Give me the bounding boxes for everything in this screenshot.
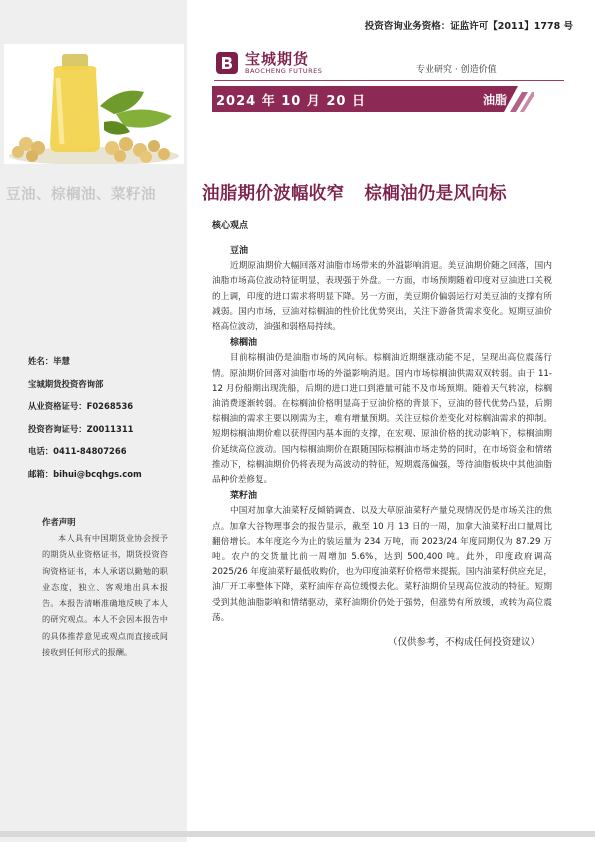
commodity-title: 豆油、棕榈油、菜籽油 <box>6 187 156 203</box>
soybean-oil-photo <box>4 44 184 164</box>
section-text-palm-oil: 目前棕榈油仍是油脂市场的风向标。棕榈油近期继涨动能不足，呈现出高位震荡行情。原油期价回落对油脂市场的外溢影响消退。国内市场棕榈油供需双双转弱。由于 11-12 月份船期出现洗船，后期的进口进口到港量可能不及市场预期。随着天气转凉，棕榈油消费逐渐转弱。在棕榈油价格明显高于豆油价格的背景下，豆油的替代优势凸显，后期棕榈油的需求主要以刚需为主，难有增量预期。关注豆棕价差变化对棕榈油需求的抑制。短期棕榈油期价难以获得国内基本面的支撑，在宏观、原油价格的扰动影响下，棕榈油期价延续高位波动。国内棕榈油期价在跟随国际棕榈油市场走势的同时，在市场资金和情绪推动下，棕榈油期价仍将表现为高波动的特征，短期震荡偏强，等待油脂板块中其他油脂品种价差修复。 <box>212 353 552 486</box>
report-title-part1: 油脂期价波幅收窄 <box>202 184 345 204</box>
company-logo <box>214 50 322 76</box>
practice-license: 从业资格证号：F0268536 <box>28 401 134 412</box>
sector-label: 油脂 <box>483 93 508 107</box>
slogan: 专业研究 · 创造价值 <box>416 65 497 75</box>
analysis-body <box>212 244 552 627</box>
author-contact <box>28 350 178 486</box>
header-divider <box>214 80 564 81</box>
email: 邮箱：bihui@bcqhgs.com <box>28 468 142 479</box>
license-info: 投资咨询业务资格：证监许可【2011】1778 号 <box>364 21 573 32</box>
section-text-soybean-oil: 近期原油期价大幅回落对油脂市场带来的外溢影响消退。美豆油期价随之回落，国内油脂市场高位波动特征明显，表现强于外盘。一方面，市场预期随着印度对豆油进口关税的上调，印度的进口需求将明显下降。另一方面，美豆期价偏弱运行对美豆油的支撑有所减弱。国内市场，豆油对棕榈油的性价比优势突出，关注下游备货需求变化。短期豆油价格高位波动，油强和弱格局持续。 <box>212 261 552 333</box>
logo-chinese-name: 宝城期货 <box>245 49 310 68</box>
author-name: 姓名：毕慧 <box>28 356 70 366</box>
consult-license: 投资咨询证号：Z0011311 <box>28 423 134 434</box>
footer-bar <box>0 831 595 837</box>
phone: 电话：0411-84807266 <box>28 446 127 457</box>
core-view-label: 核心观点 <box>212 221 249 231</box>
logo-english-name: BAOCHENG FUTURES <box>245 66 323 75</box>
disclaimer: （仅供参考，不构成任何投资建议） <box>388 637 541 648</box>
logo-mark-icon <box>214 50 240 76</box>
declaration-text: 本人具有中国期货业协会授予的期货从业资格证书，期货投资咨询资格证书，本人承诺以勤勉的职业态度，独立、客观地出具本报告。本报告清晰准确地反映了本人的研究观点。本人不会因本报告中的具体推荐意见或观点而直接或间接收到任何形式的报酬。 <box>42 533 168 658</box>
report-title-part2: 棕榈油仍是风向标 <box>364 184 507 204</box>
section-heading-palm-oil: 棕榈油 <box>230 338 258 349</box>
declaration-title: 作者声明 <box>42 517 76 527</box>
report-date: 2024 年 10 月 20 日 <box>216 94 366 109</box>
section-text-rapeseed-oil: 中国对加拿大油菜籽反倾销调查、以及大草原油菜籽产量兑现情况仍是市场关注的焦点。加拿大谷物理事会的报告显示，截至 10 月 13 日的一周，加拿大油菜籽出口量周比翻倍增长。本年度迄今为止的装运量为 234 万吨，而 2023/24 年度同期仅为 87.29 万吨。农户的交货量比前一周增加 5.6%，达到 500,400 吨。此外，印度政府调高 2025/26 年度油菜籽最低收购价，也为印度油菜籽价格带来提振。国内油菜籽供应充足，油厂开工率整体下降，菜籽油库存高位缓慢去化。菜籽油期价呈现高位波动的特征。短期受到其他油脂影响和情绪驱动，菜籽油期价仍处于强势，但涨势有所放缓，或转为高位震荡。 <box>212 506 552 623</box>
section-heading-soybean-oil: 豆油 <box>230 246 249 256</box>
section-heading-rapeseed-oil: 菜籽油 <box>230 491 258 502</box>
report-title <box>202 180 507 205</box>
author-company: 宝城期货投资咨询部 <box>28 378 104 389</box>
